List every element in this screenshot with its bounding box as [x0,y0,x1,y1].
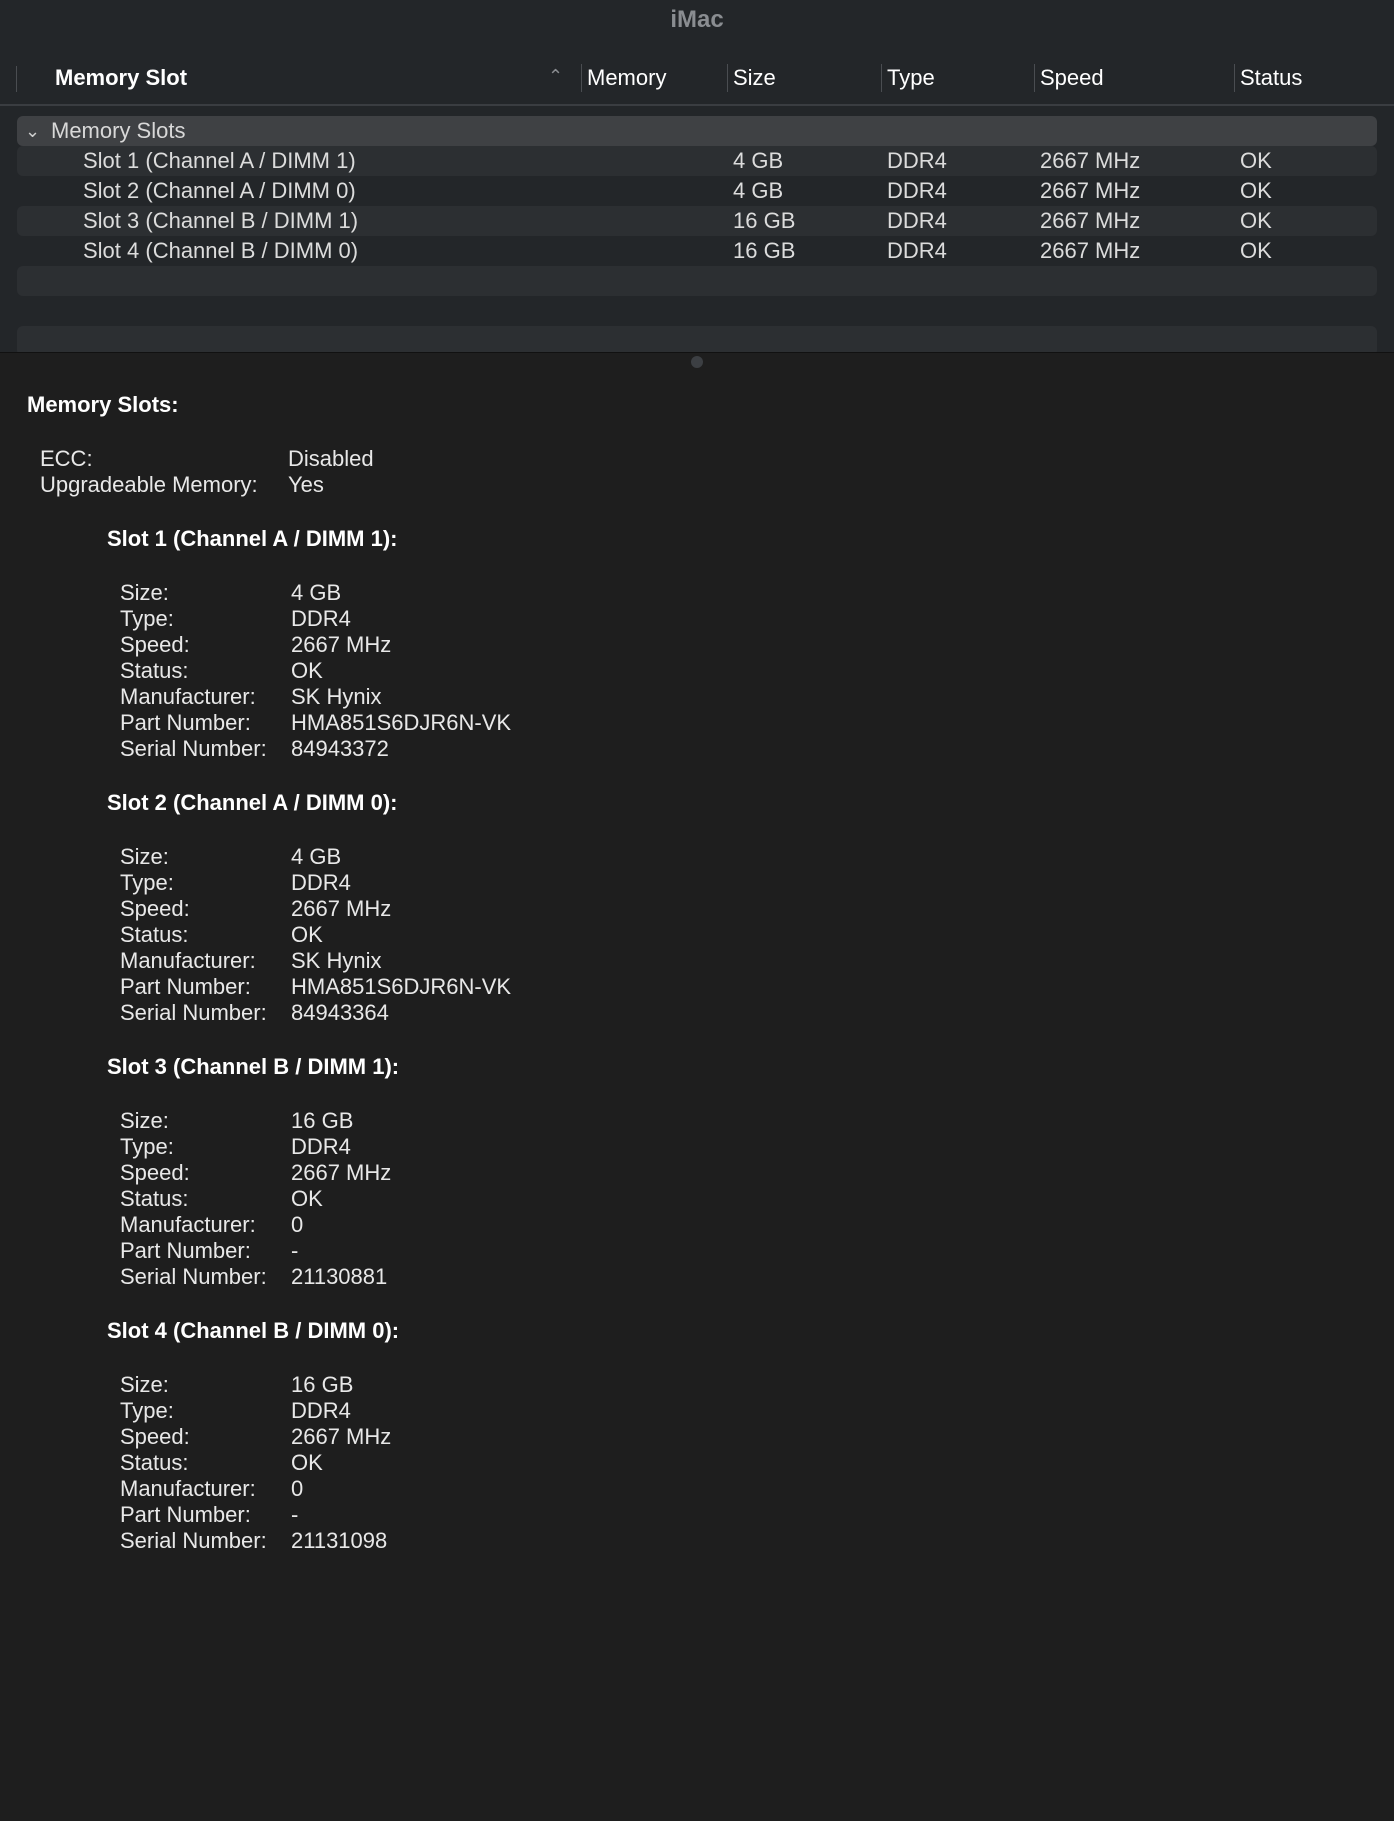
detail-heading: Memory Slots: [27,392,179,417]
chevron-down-icon[interactable]: ⌄ [25,121,41,141]
column-header-memory[interactable] [587,62,666,96]
size-value: 4 GB [291,580,342,605]
upgradeable-value: Yes [288,472,324,497]
manufacturer-label: Manufacturer: [120,1476,256,1501]
cell-speed: 2667 MHz [1040,148,1141,173]
part-label: Part Number: [120,710,251,735]
serial-label: Serial Number: [120,1528,267,1553]
slot-title: Slot 2 (Channel A / DIMM 0): [107,790,398,815]
serial-label: Serial Number: [120,736,267,761]
speed-label: Speed: [120,1160,190,1185]
cell-type: DDR4 [887,178,947,203]
serial-value: 84943372 [291,736,389,761]
table-row[interactable] [17,236,1377,266]
column-header-status-label: Status [1240,65,1303,90]
cell-size: 16 GB [733,208,796,233]
cell-status: OK [1240,208,1272,233]
cell-type: DDR4 [887,148,947,173]
cell-slot: Slot 2 (Channel A / DIMM 0) [83,178,356,203]
column-separator[interactable] [1234,64,1235,92]
size-label: Size: [120,1108,169,1133]
part-value: HMA851S6DJR6N-VK [291,974,512,999]
status-label: Status: [120,658,189,683]
serial-label: Serial Number: [120,1000,267,1025]
status-label: Status: [120,1186,189,1211]
cell-speed: 2667 MHz [1040,178,1141,203]
type-value: DDR4 [291,1134,351,1159]
cell-speed: 2667 MHz [1040,208,1141,233]
speed-label: Speed: [120,896,190,921]
upgradeable-label: Upgradeable Memory: [40,472,258,497]
status-value: OK [291,658,323,683]
speed-value: 2667 MHz [291,632,392,657]
manufacturer-label: Manufacturer: [120,948,256,973]
window-title: iMac [670,6,724,33]
part-value: - [291,1238,299,1263]
type-label: Type: [120,1134,174,1159]
column-header-speed-label: Speed [1040,65,1104,90]
size-value: 16 GB [291,1372,354,1397]
speed-value: 2667 MHz [291,1424,392,1449]
column-header-memory-label: Memory [587,65,667,90]
cell-size: 16 GB [733,238,796,263]
size-value: 16 GB [291,1108,354,1133]
sort-ascending-icon[interactable]: ⌃ [548,66,564,86]
column-separator[interactable] [581,64,582,92]
column-separator[interactable] [1034,64,1035,92]
status-value: OK [291,1450,323,1475]
type-label: Type: [120,870,174,895]
cell-speed: 2667 MHz [1040,238,1141,263]
cell-status: OK [1240,148,1272,173]
serial-value: 21130881 [291,1264,388,1289]
cell-type: DDR4 [887,238,947,263]
column-header-speed[interactable] [1040,62,1104,96]
size-label: Size: [120,844,169,869]
status-label: Status: [120,1450,189,1475]
table-header [0,62,1394,104]
cell-type: DDR4 [887,208,947,233]
speed-value: 2667 MHz [291,1160,392,1185]
column-header-size[interactable] [733,62,776,96]
slot-title: Slot 4 (Channel B / DIMM 0): [107,1318,400,1343]
column-separator [16,66,17,92]
type-value: DDR4 [291,1398,351,1423]
manufacturer-label: Manufacturer: [120,1212,256,1237]
serial-value: 84943364 [291,1000,389,1025]
part-value: HMA851S6DJR6N-VK [291,710,512,735]
type-label: Type: [120,606,174,631]
slot-title: Slot 1 (Channel A / DIMM 1): [107,526,398,551]
cell-slot: Slot 3 (Channel B / DIMM 1) [83,208,359,233]
manufacturer-value: SK Hynix [291,948,382,973]
cell-status: OK [1240,238,1272,263]
cell-slot: Slot 4 (Channel B / DIMM 0) [83,238,359,263]
ecc-value: Disabled [288,446,374,471]
part-label: Part Number: [120,1502,251,1527]
column-header-type[interactable] [887,62,935,96]
group-row-memory-slots[interactable] [17,116,1377,146]
table-row[interactable] [17,206,1377,236]
cell-slot: Slot 1 (Channel A / DIMM 1) [83,148,356,173]
cell-status: OK [1240,178,1272,203]
column-header-type-label: Type [887,65,935,90]
status-value: OK [291,922,323,947]
speed-label: Speed: [120,1424,190,1449]
size-label: Size: [120,1372,169,1397]
speed-value: 2667 MHz [291,896,392,921]
cell-size: 4 GB [733,178,784,203]
manufacturer-value: 0 [291,1212,304,1237]
table-row[interactable] [17,176,1377,206]
table-row[interactable] [17,146,1377,176]
column-header-size-label: Size [733,65,776,90]
status-label: Status: [120,922,189,947]
manufacturer-label: Manufacturer: [120,684,256,709]
manufacturer-value: 0 [291,1476,304,1501]
serial-value: 21131098 [291,1528,388,1553]
column-separator[interactable] [727,64,728,92]
status-value: OK [291,1186,323,1211]
size-value: 4 GB [291,844,342,869]
type-value: DDR4 [291,870,351,895]
ecc-label: ECC: [40,446,93,471]
type-label: Type: [120,1398,174,1423]
cell-size: 4 GB [733,148,784,173]
part-label: Part Number: [120,974,251,999]
serial-label: Serial Number: [120,1264,267,1289]
type-value: DDR4 [291,606,351,631]
manufacturer-value: SK Hynix [291,684,382,709]
speed-label: Speed: [120,632,190,657]
size-label: Size: [120,580,169,605]
part-value: - [291,1502,299,1527]
column-separator[interactable] [881,64,882,92]
column-header-memory-slot[interactable]: Memory Slot [55,65,188,90]
group-label: Memory Slots [51,118,186,143]
slot-title: Slot 3 (Channel B / DIMM 1): [107,1054,400,1079]
part-label: Part Number: [120,1238,251,1263]
top-pane [0,0,1394,370]
header-divider [0,104,1394,106]
column-header-status[interactable] [1240,62,1302,96]
empty-row [17,266,1377,296]
divider-grip-icon[interactable] [691,356,703,368]
